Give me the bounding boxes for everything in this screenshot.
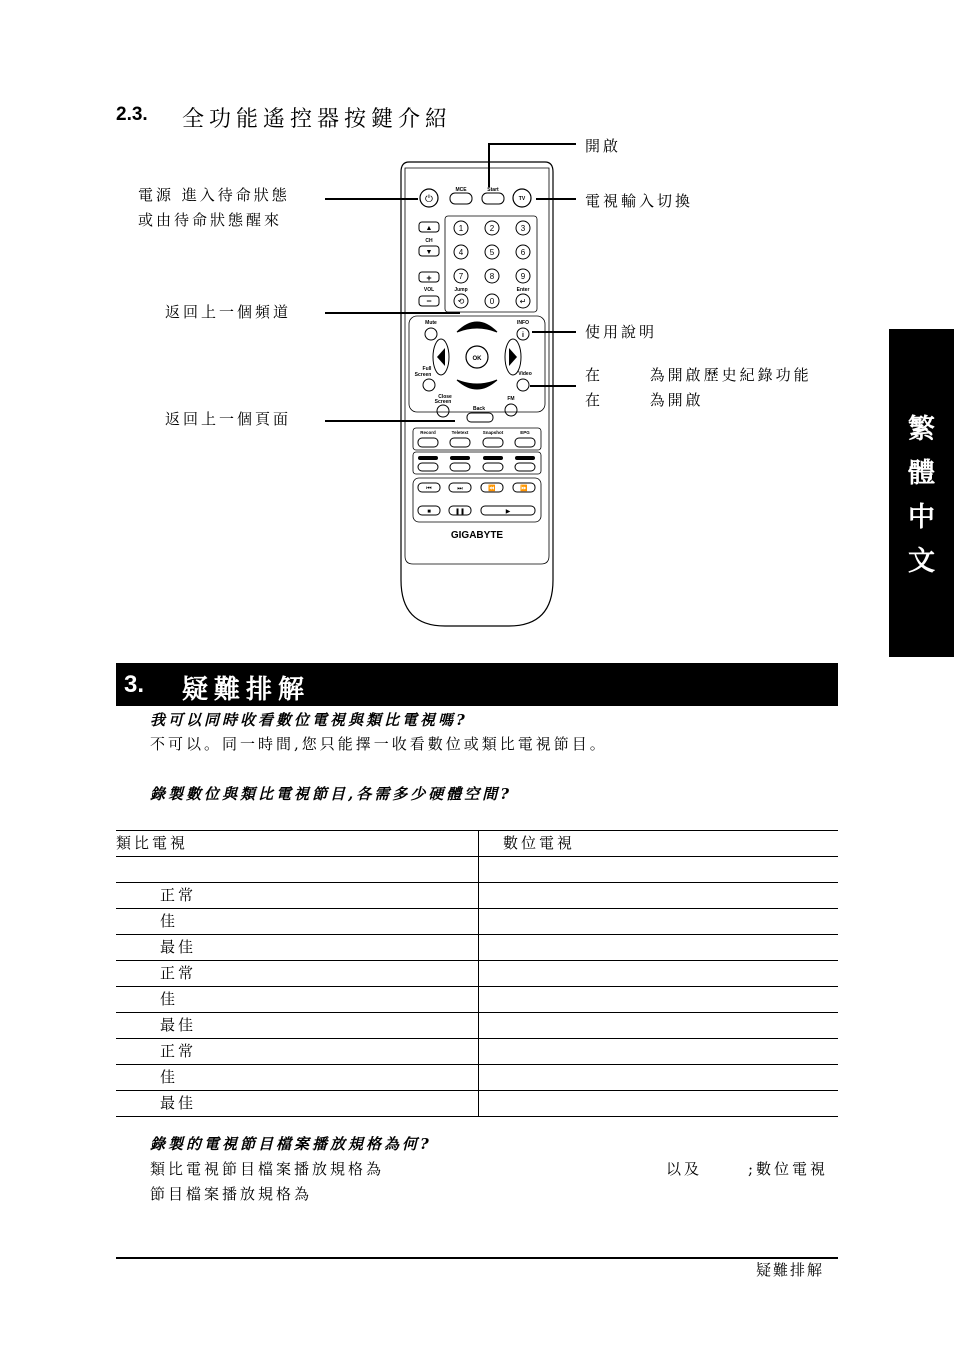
- svg-text:6: 6: [520, 248, 526, 257]
- footer-text: 疑難排解: [756, 1261, 825, 1279]
- svg-text:▶: ▶: [505, 509, 511, 515]
- svg-text:Record: Record: [420, 430, 436, 435]
- section-number: 3.: [124, 671, 145, 698]
- callout-video-1: 在 為開啟歷史紀錄功能: [585, 366, 812, 384]
- callout-power-1: 電源 進入待命狀態: [138, 186, 290, 204]
- svg-text:7: 7: [458, 272, 464, 281]
- svg-text:Full: Full: [422, 366, 432, 372]
- callout-back-channel: 返回上一個頻道: [165, 303, 292, 321]
- sidetab-char: 中: [908, 502, 935, 533]
- svg-text:⏩: ⏩: [520, 486, 528, 492]
- sidetab-char: 體: [908, 458, 935, 489]
- answer-1: 不可以。同一時間,您只能擇一收看數位或類比電視節目。: [150, 735, 608, 753]
- svg-text:❚❚: ❚❚: [454, 509, 466, 515]
- svg-text:Snapshot: Snapshot: [482, 430, 504, 435]
- callout-start: 開啟: [585, 137, 622, 155]
- table-header-row: [116, 831, 838, 857]
- jump-label: Jump: [454, 287, 468, 293]
- brand-logo: GIGABYTE: [450, 530, 504, 541]
- info-label: INFO: [517, 320, 529, 326]
- svg-text:1: 1: [458, 224, 464, 233]
- answer-3-part-c: ;數位電視: [748, 1160, 829, 1178]
- svg-text:⏭: ⏭: [457, 486, 463, 492]
- answer-3-part-b: 以及: [666, 1160, 703, 1178]
- back-label: Back: [473, 406, 485, 412]
- language-side-tab: [889, 329, 954, 657]
- section-3-header: [116, 663, 838, 706]
- footer-rule: [116, 1257, 838, 1259]
- sidetab-char: 繁: [908, 414, 935, 445]
- svg-text:▲: ▲: [425, 225, 433, 232]
- mce-label: MCE: [455, 187, 467, 193]
- start-label: Start: [487, 187, 499, 193]
- ok-label: OK: [472, 356, 482, 362]
- answer-3-part-a: 類比電視節目檔案播放規格為: [150, 1160, 385, 1178]
- svg-text:⏮: ⏮: [426, 486, 432, 492]
- table-row: 最佳: [116, 1091, 838, 1117]
- svg-text:9: 9: [520, 272, 526, 281]
- svg-text:2: 2: [489, 224, 495, 233]
- video-label: Video: [518, 371, 532, 377]
- answer-3-line-2: 節目檔案播放規格為: [150, 1185, 313, 1203]
- svg-text:Teletext: Teletext: [451, 430, 469, 435]
- table-header-cell: 數位電視: [503, 834, 576, 852]
- callout-power-2: 或由待命狀態醒來: [138, 211, 283, 229]
- question-3: 錄製的電視節目檔案播放規格為何?: [150, 1135, 432, 1153]
- callout-tv-input: 電視輸入切換: [585, 192, 694, 210]
- callout-back-page: 返回上一個頁面: [165, 410, 292, 428]
- tv-label: TV: [518, 196, 526, 202]
- svg-text:Screen: Screen: [434, 399, 452, 405]
- table-row: 佳: [116, 1065, 838, 1091]
- question-1: 我可以同時收看數位電視與類比電視嗎?: [150, 711, 468, 729]
- power-icon: ⏻: [425, 194, 433, 205]
- svg-text:−: −: [426, 296, 432, 306]
- svg-text:5: 5: [489, 248, 495, 257]
- svg-text:0: 0: [489, 297, 495, 306]
- svg-text:Close: Close: [438, 394, 452, 400]
- table-row: 佳: [116, 987, 838, 1013]
- table-row: 佳: [116, 909, 838, 935]
- fm-label: FM: [507, 396, 515, 402]
- svg-text:3: 3: [520, 224, 526, 233]
- mute-label: Mute: [425, 320, 437, 326]
- svg-text:+: +: [426, 273, 432, 283]
- svg-text:Screen: Screen: [414, 372, 432, 378]
- svg-text:⟲: ⟲: [457, 297, 465, 306]
- svg-text:▼: ▼: [425, 249, 433, 256]
- callout-help: 使用說明: [585, 323, 658, 341]
- table-row: 正常: [116, 961, 838, 987]
- svg-text:8: 8: [489, 272, 495, 281]
- question-2: 錄製數位與類比電視節目,各需多少硬體空間?: [150, 785, 513, 803]
- table-row: 正常: [116, 1039, 838, 1065]
- svg-text:⏪: ⏪: [488, 486, 496, 492]
- vol-label: VOL: [423, 287, 435, 293]
- svg-text:■: ■: [427, 509, 431, 515]
- sidetab-char: 文: [908, 546, 935, 577]
- storage-table: [116, 830, 838, 1117]
- table-header-cell: 類比電視: [116, 831, 479, 856]
- svg-text:↵: ↵: [519, 297, 527, 306]
- svg-text:i: i: [522, 332, 524, 339]
- table-row: 正常: [116, 883, 838, 909]
- enter-label: Enter: [516, 287, 530, 293]
- leader-line: [488, 143, 576, 145]
- section-title: 全功能遙控器按鍵介紹: [182, 107, 453, 132]
- svg-text:EPG: EPG: [520, 430, 530, 435]
- ch-label: CH: [425, 238, 433, 244]
- table-row: [116, 857, 838, 883]
- table-row: 最佳: [116, 935, 838, 961]
- remote-control-illustration: [397, 160, 557, 630]
- table-row: 最佳: [116, 1013, 838, 1039]
- callout-video-2: 在 為開啟: [585, 391, 704, 409]
- svg-text:4: 4: [458, 248, 464, 257]
- section-number: 2.3.: [116, 104, 148, 125]
- section-title: 疑難排解: [182, 675, 311, 705]
